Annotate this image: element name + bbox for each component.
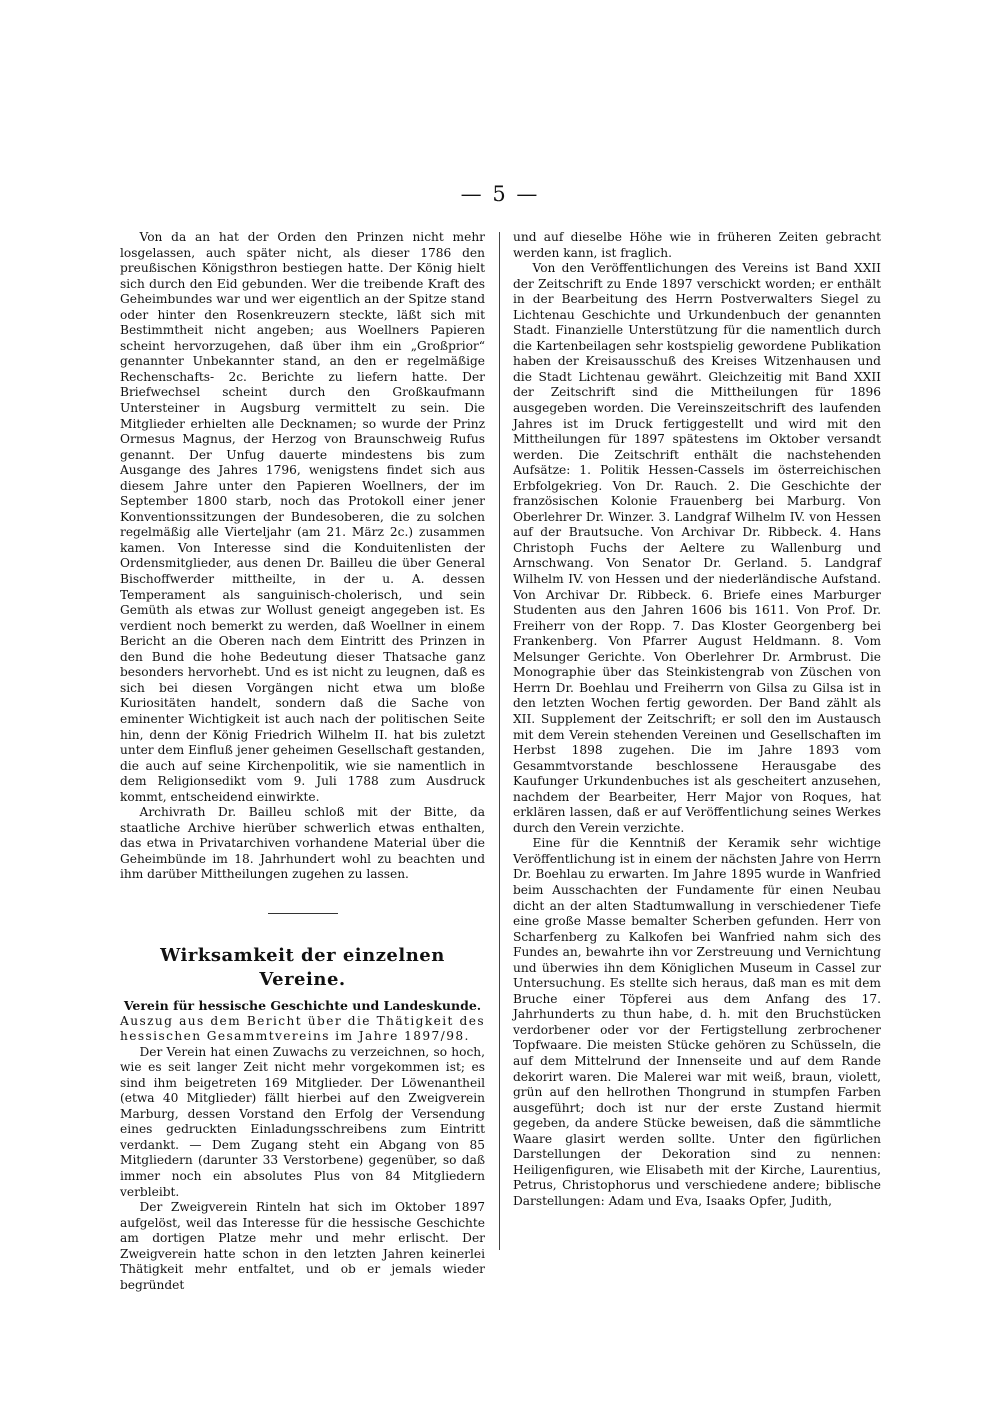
paragraph: Von da an hat der Orden den Prinzen nicht mehr losgelassen, auch später nicht, als dieser 1786 den preußischen Königsthron bestiegen hatte. Der König hielt sich durch den Eid gebunden. Wer die treibende Kraft des Geheimbundes war und wer eigentlich an der Spitze stand oder hinter den Rosenkreuzern steckte, läßt sich mit Bestimmtheit nicht angeben; aus Woellners Papieren scheint hervorzugehen, daß über ihm ein „Großprior“ genannter Unbekannter stand, an den er regelmäßige Rechenschafts- 2c. Berichte zu liefern hatte. Der Briefwechsel scheint durch den Großkaufmann Untersteiner in Augsburg vermittelt zu sein. Die Mitglieder erhielten alle Decknamen; so wurde der Prinz Ormesus Magnus, der Herzog von Braunschweig Rufus genannt. Der Unfug dauerte mindestens bis zum Ausgange des Jahres 1796, wenigstens findet sich aus diesem Jahre unter den Papieren Woellners, der im September 1800 starb, noch das Protokoll einer jener Konventionssitzungen der Bundesoberen, die zu solchen regelmäßig alle Vierteljahr (am 21. März 2c.) zusammen kamen. Von Interesse sind die Konduitenlisten der Ordensmitglieder, aus denen Dr. Bailleu die über General Bischoffwerder mittheilte, in der u. A. dessen Temperament als sanguinisch-cholerisch, und sein Gemüth als etwas zur Wollust geneigt angegeben ist. Es verdient noch bemerkt zu werden, daß Woellner in einem Bericht an die Oberen nach dem Eintritt des Prinzen in den Bund die hohe Bedeutung dieser Thatsache ganz besonders hervorhebt. Und es ist nicht zu leugnen, daß es sich bei diesen Vorgängen nicht etwa um bloße Kuriositäten handelt, sondern daß die Sache von eminenter Wichtigkeit ist auch nach der politischen Seite hin, denn der König Friedrich Wilhelm II. hat bis zuletzt unter dem Einfluß jener geheimen Gesellschaft gestanden, die auch auf seine Kirchenpolitik, wie sie namentlich in dem Religionsedikt vom 9. Juli 1788 zum Ausdruck kommt, entscheidend einwirkte.	[120, 230, 485, 804]
paragraph: Der Zweigverein Rinteln hat sich im Oktober 1897 aufgelöst, weil das Interesse für die hessische Geschichte am dortigen Platze mehr und mehr erlischt. Der Zweigverein hatte schon in den letzten Jahren keinerlei Thätigkeit mehr entfaltet, und ob er jemals wieder begründet	[120, 1200, 485, 1292]
right-column	[513, 230, 881, 1209]
section-heading: Wirksamkeit der einzelnen Vereine.	[160, 944, 445, 990]
page-number: — 5 —	[460, 182, 540, 206]
left-column	[120, 230, 485, 1293]
report-title: Auszug aus dem Bericht über die Thätigkeit des hessischen Gesammtvereins im Jahre 1897/98.	[120, 1013, 485, 1044]
paragraph: Von den Veröffentlichungen des Vereins ist Band XXII der Zeitschrift zu Ende 1897 verschickt worden; er enthält in der Bearbeitung des Herrn Postverwalters Siegel zu Lichtenau Geschichte und Urkundenbuch der genannten Stadt. Finanzielle Unterstützung für die namentlich durch die Kartenbeilagen sehr kostspielig gewordene Publikation haben der Kreisausschuß des Kreises Witzenhausen und die Stadt Lichtenau gewährt. Gleichzeitig mit Band XXII der Zeitschrift sind die Mittheilungen für 1896 ausgegeben worden. Die Vereinszeitschrift des laufenden Jahres ist im Druck fertiggestellt und wird mit den Mittheilungen für 1897 spätestens im Oktober versandt werden. Die Zeitschrift enthält die nachstehenden Aufsätze: 1. Politik Hessen-Cassels im österreichischen Erbfolgekrieg. Von Dr. Rauch. 2. Die Geschichte der französischen Kolonie Frauenberg bei Marburg. Von Oberlehrer Dr. Winzer. 3. Landgraf Wilhelm IV. von Hessen auf der Brautsuche. Von Archivar Dr. Ribbeck. 4. Hans Christoph Fuchs der Aeltere zu Wallenburg und Arnschwang. Von Senator Dr. Gerland. 5. Landgraf Wilhelm IV. von Hessen und der niederländische Aufstand. Von Archivar Dr. Ribbeck. 6. Briefe eines Marburger Studenten aus den Jahren 1606 bis 1611. Von Prof. Dr. Freiherr von der Ropp. 7. Das Kloster Georgenberg bei Frankenberg. Von Pfarrer August Heldmann. 8. Vom Melsunger Gerichte. Von Oberlehrer Dr. Armbrust. Die Monographie über das Steinkistengrab von Züschen von Herrn Dr. Boehlau und Freiherrn von Gilsa zu Gilsa ist in den letzten Wochen fertig geworden. Der Band zählt als XII. Supplement der Zeitschrift; er soll den im Austausch mit dem Verein stehenden Vereinen und Gesellschaften im Herbst 1898 zugehen. Die im Jahre 1893 vom Gesammtvorstande beschlossene Herausgabe des Kaufunger Urkundenbuches ist als gescheitert anzusehen, nachdem der Bearbeiter, Herr Major von Roques, hat erklären lassen, daß er auf Veröffentlichung seines Werkes durch den Verein verzichte.	[513, 261, 881, 835]
section-divider	[268, 913, 338, 914]
column-divider	[499, 232, 500, 1250]
paragraph: und auf dieselbe Höhe wie in früheren Zeiten gebracht werden kann, ist fraglich.	[513, 230, 881, 260]
society-heading: Verein für hessische Geschichte und Landeskunde.	[123, 997, 482, 1013]
paragraph: Eine für die Kenntniß der Keramik sehr wichtige Veröffentlichung ist in einem der nächsten Jahre von Herrn Dr. Boehlau zu erwarten. Im Jahre 1895 wurde in Wanfried beim Ausschachten der Fundamente für einen Neubau dicht an der alten Stadtumwallung in verschiedener Tiefe eine große Masse bemalter Scherben gefunden. Herr von Scharfenberg zu Kalkofen bei Wanfried nahm sich des Fundes an, bewahrte ihn vor Zerstreuung und Vernichtung und überwies ihn dem Königlichen Museum in Cassel zur Untersuchung. Es stellte sich heraus, daß man es mit dem Bruche einer Töpferei aus dem Anfang des 17. Jahrhunderts zu thun habe, d. h. mit den Bruchstücken verdorbener oder vor der Fertigstellung zerbrochener Topfwaare. Die meisten Stücke gehören zu Schüsseln, die auf dem Mittelrund der Innenseite und auf dem Rande dekorirt waren. Die Malerei war mit weiß, braun, violett, grün auf den hellrothen Thongrund in stumpfen Farben ausgeführt; doch ist nur der erste Zustand hiermit gegeben, da andere Stücke beweisen, daß die sämmtliche Waare glasirt werden sollte. Unter den figürlichen Darstellungen der Dekoration sind zu nennen: Heiligenfiguren, wie Elisabeth mit der Kirche, Laurentius, Petrus, Christophorus und verschiedene andere; biblische Darstellungen: Adam und Eva, Isaaks Opfer, Judith,	[513, 836, 881, 1208]
paragraph: Der Verein hat einen Zuwachs zu verzeichnen, so hoch, wie es seit langer Zeit nicht mehr vorgekommen ist; es sind ihm beigetreten 169 Mitglieder. Der Löwenantheil (etwa 40 Mitglieder) fällt hierbei auf den Zweigverein Marburg, dessen Vorstand den Erfolg der Versendung eines gedruckten Einladungsschreibens zum Eintritt verdankt. — Dem Zugang steht ein Abgang von 85 Mitgliedern (darunter 33 Verstorbene) gegenüber, so daß immer noch ein absolutes Plus von 84 Mitgliedern verbleibt.	[120, 1044, 485, 1199]
paragraph: Archivrath Dr. Bailleu schloß mit der Bitte, da staatliche Archive hierüber schwerlich etwas enthalten, das etwa in Privatarchiven vorhandene Material über die Geheimbünde im 18. Jahrhundert wohl zu beachten und ihm darüber Mittheilungen zugehen zu lassen.	[120, 805, 485, 882]
